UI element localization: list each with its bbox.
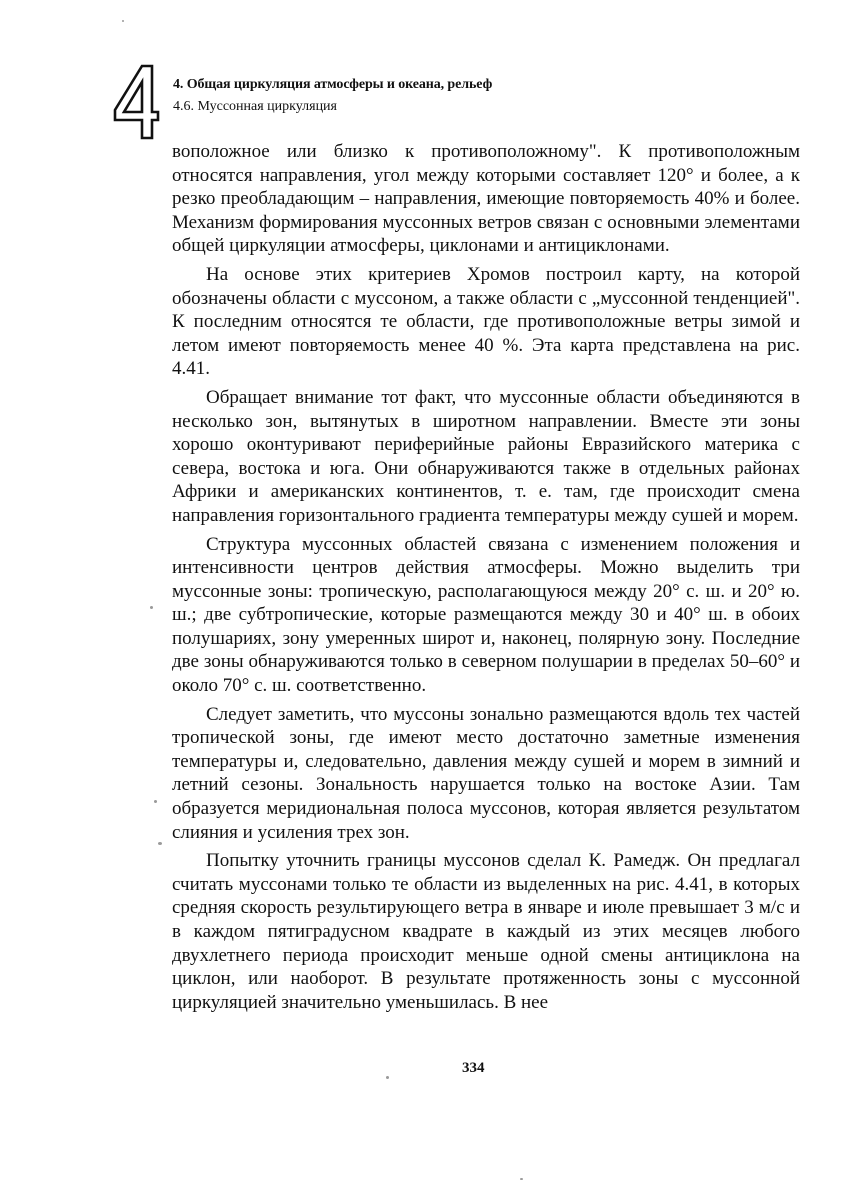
- chapter-number-text: [112, 142, 113, 143]
- paragraph-1: воположное или близко к противоположному". К противоположным относятся направления, угол между которыми составляет 120° и более, а к резко преобладающим – направления, имеющие повторяемость 40% и более. Механизм формирования муссонных ветров связан с основными элементами общей циркуляции атмосферы, циклонами и антициклонами.: [172, 141, 800, 257]
- subsection-title: 4.6. Муссонная циркуляция: [173, 99, 337, 114]
- chapter-number-mark: [112, 62, 160, 142]
- paragraph-2: На основе этих критериев Хромов построил карту, на которой обозначены области с муссоном, а также области с „муссонной тенденцией". К последним относятся те области, где противоположные ветры зимой и летом имеют повторяемость менее 40 %. Эта карта представлена на рис. 4.41.: [172, 263, 800, 380]
- section-title: 4. Общая циркуляция атмосферы и океана, рельеф: [173, 77, 493, 92]
- paragraph-6: Попытку уточнить границы муссонов сделал К. Рамедж. Он предлагал считать муссонами только те области из выделенных на рис. 4.41, в которых средняя скорость результирующего ветра в январе и июле превышает 3 м/с и в каждом пятиградусном квадрате в каждый из этих месяцев любого двухлетнего периода происходит меньше одной смены антициклона на циклон, или наоборот. В результате протяженность зоны с муссонной циркуляцией значительно уменьшилась. В нее: [172, 850, 800, 1013]
- scan-speck: [520, 1178, 523, 1180]
- scan-speck: [150, 606, 153, 609]
- body-text: [172, 140, 800, 1014]
- page-number: 334: [462, 1060, 485, 1076]
- scan-speck: [158, 842, 162, 845]
- scan-speck: [154, 800, 157, 803]
- paragraph-3: Обращает внимание тот факт, что муссонные области объединяются в несколько зон, вытянутых в широтном направлении. Вместе эти зоны хорошо оконтуривают периферийные районы Евразийского материка с севера, востока и юга. Они обнаруживаются также в отдельных районах Африки и американских континентов, т. е. там, где происходит смена направления горизонтального градиента температуры между сушей и морем.: [172, 386, 800, 526]
- paragraph-4: Структура муссонных областей связана с изменением положения и интенсивности центров действия атмосферы. Можно выделить три муссонные зоны: тропическую, располагающуюся между 20° с. ш. и 20° ю. ш.; две субтропические, которые размещаются между 30 и 40° ш. в обоих полушариях, зону умеренных широт и, наконец, полярную зону. Последние две зоны обнаруживаются только в северном полушарии в пределах 50–60° и около 70° с. ш. соответственно.: [172, 533, 800, 697]
- chapter-number-graphic: [112, 62, 160, 142]
- paragraph-5: Следует заметить, что муссоны зонально размещаются вдоль тех частей тропической зоны, где имеют место достаточно заметные изменения температуры и, следовательно, давления между сушей и морем в зимний и летний сезоны. Зональность нарушается только на востоке Азии. Там образуется меридиональная полоса муссонов, которая является результатом слияния и усиления трех зон.: [172, 703, 800, 843]
- scan-speck: [122, 20, 124, 22]
- running-header: [173, 74, 492, 118]
- scan-speck: [386, 1076, 389, 1079]
